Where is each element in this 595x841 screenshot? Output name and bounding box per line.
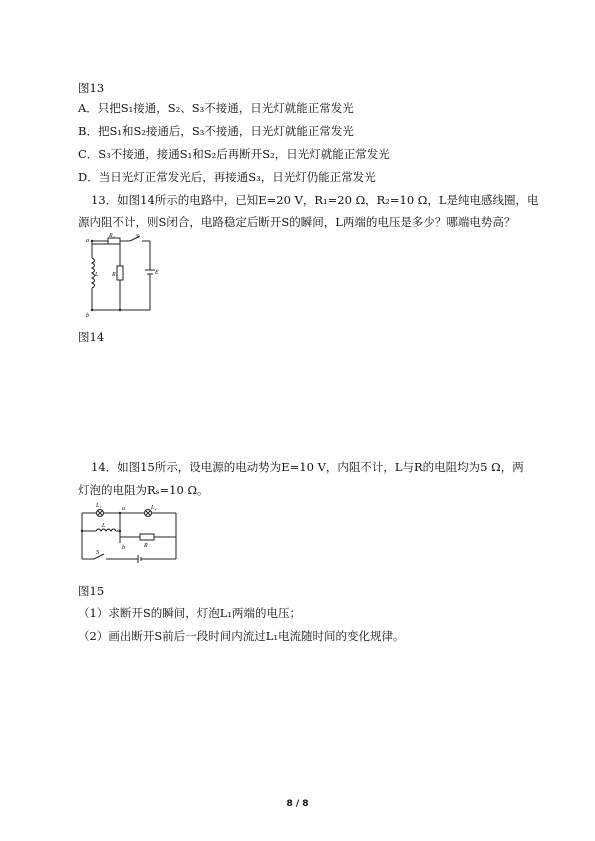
- q14-subquestion-1: （1）求断开S的瞬间，灯泡L₁两端的电压；: [78, 606, 301, 620]
- figure-15-caption: 图15: [78, 584, 105, 598]
- q13-text-line2: 源内阻不计，则S闭合，电路稳定后断开S的瞬间，L两端的电压是多少？哪端电势高？: [78, 215, 516, 229]
- figure-14-caption: 图14: [78, 330, 105, 344]
- figure-13-caption: 图13: [78, 81, 105, 95]
- figure-14-circuit: [78, 232, 168, 318]
- figure-15-circuit: [78, 501, 182, 571]
- fig15-label-l1: L₁: [96, 503, 102, 509]
- fig14-label-s: S: [136, 234, 139, 240]
- fig15-label-r: R: [144, 543, 148, 549]
- fig14-label-b: b: [86, 313, 89, 318]
- q14-text-line1: 14．如图15所示，设电源的电动势为E=10 V，内阻不计，L与R的电阻均为5 Ω，两: [91, 460, 524, 474]
- option-a: A．只把S₁接通，S₂、S₃不接通，日光灯就能正常发光: [78, 101, 354, 115]
- q14-subquestion-2: （2）画出断开S前后一段时间内流过L₁电流随时间的变化规律。: [78, 629, 405, 643]
- fig15-label-l: L: [102, 523, 106, 529]
- option-b: B．把S₁和S₂接通后，S₃不接通，日光灯就能正常发光: [78, 124, 354, 138]
- fig14-label-r1: R₁: [112, 272, 118, 278]
- fig15-label-l2: L₂: [151, 505, 157, 511]
- fig15-label-s: S: [96, 550, 99, 556]
- page-number: 8 / 8: [286, 799, 309, 809]
- fig14-label-a: a: [86, 238, 89, 244]
- fig14-label-r2: R₂: [109, 233, 115, 239]
- q14-text-line2: 灯泡的电阻为Rₛ=10 Ω。: [78, 483, 209, 497]
- fig14-label-e: E: [155, 270, 159, 276]
- fig15-label-b: b: [122, 545, 125, 551]
- option-d: D．当日光灯正常发光后，再接通S₃，日光灯仍能正常发光: [78, 170, 376, 184]
- option-c: C．S₃不接通，接通S₁和S₂后再断开S₂，日光灯就能正常发光: [78, 147, 390, 161]
- fig15-label-a: a: [122, 506, 125, 512]
- fig14-label-l: L: [95, 272, 99, 278]
- q13-text-line1: 13．如图14所示的电路中，已知E=20 V，R₁=20 Ω，R₂=10 Ω，L是纯电感线圈，电: [91, 193, 539, 207]
